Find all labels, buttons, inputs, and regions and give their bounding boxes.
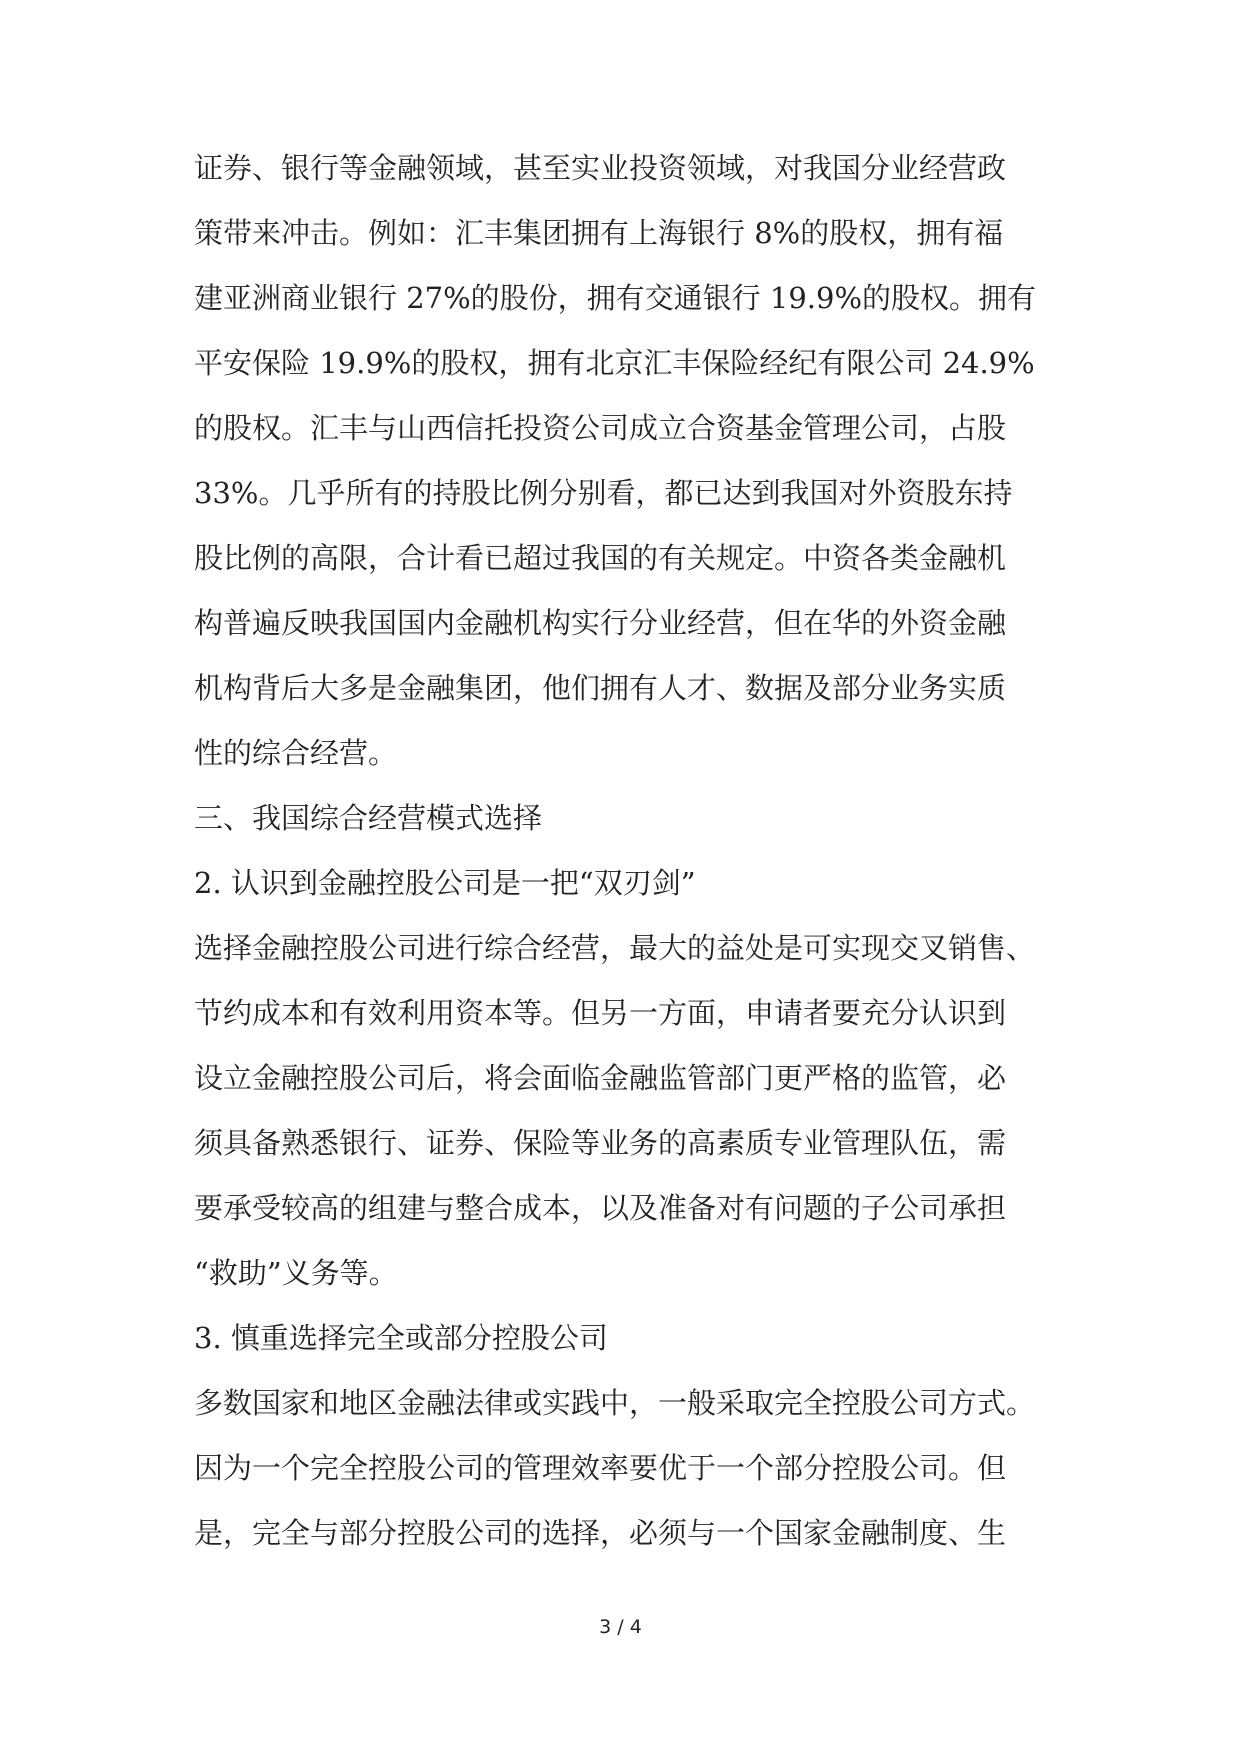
text-line: 股比例的高限，合计看已超过我国的有关规定。中资各类金融机 bbox=[194, 541, 1007, 575]
text-line: 要承受较高的组建与整合成本，以及准备对有问题的子公司承担 bbox=[194, 1191, 1007, 1225]
text-line: 的股权。汇丰与山西信托投资公司成立合资基金管理公司，占股 bbox=[194, 411, 1007, 445]
text-line: 设立金融控股公司后，将会面临金融监管部门更严格的监管，必 bbox=[194, 1061, 1007, 1095]
text-line: 须具备熟悉银行、证券、保险等业务的高素质专业管理队伍，需 bbox=[194, 1126, 1007, 1160]
body-text bbox=[194, 136, 1074, 1566]
text-line: 策带来冲击。例如：汇丰集团拥有上海银行 8%的股权，拥有福 bbox=[194, 216, 1004, 250]
text-line: 机构背后大多是金融集团，他们拥有人才、数据及部分业务实质 bbox=[194, 671, 1007, 705]
text-line: 是，完全与部分控股公司的选择，必须与一个国家金融制度、生 bbox=[194, 1516, 1007, 1550]
page-number: 3 / 4 bbox=[599, 1616, 642, 1638]
text-line: 证券、银行等金融领域，甚至实业投资领域，对我国分业经营政 bbox=[194, 151, 1007, 185]
text-line: 平安保险 19.9%的股权，拥有北京汇丰保险经纪有限公司 24.9% bbox=[194, 346, 1035, 380]
subsection-heading: 3. 慎重选择完全或部分控股公司 bbox=[194, 1321, 608, 1355]
text-line: 性的综合经营。 bbox=[194, 736, 398, 770]
text-line: 多数国家和地区金融法律或实践中，一般采取完全控股公司方式。 bbox=[194, 1386, 1036, 1420]
text-line: 选择金融控股公司进行综合经营，最大的益处是可实现交叉销售、 bbox=[194, 931, 1036, 965]
section-heading: 三、我国综合经营模式选择 bbox=[194, 801, 543, 835]
text-line: “救助”义务等。 bbox=[194, 1256, 398, 1290]
text-line: 因为一个完全控股公司的管理效率要优于一个部分控股公司。但 bbox=[194, 1451, 1007, 1485]
subsection-heading: 2. 认识到金融控股公司是一把“双刃剑” bbox=[194, 866, 696, 900]
text-line: 33%。几乎所有的持股比例分别看，都已达到我国对外资股东持 bbox=[194, 476, 1013, 510]
text-line: 建亚洲商业银行 27%的股份，拥有交通银行 19.9%的股权。拥有 bbox=[194, 281, 1037, 315]
text-line: 构普遍反映我国国内金融机构实行分业经营，但在华的外资金融 bbox=[194, 606, 1007, 640]
text-line: 节约成本和有效利用资本等。但另一方面，申请者要充分认识到 bbox=[194, 996, 1007, 1030]
